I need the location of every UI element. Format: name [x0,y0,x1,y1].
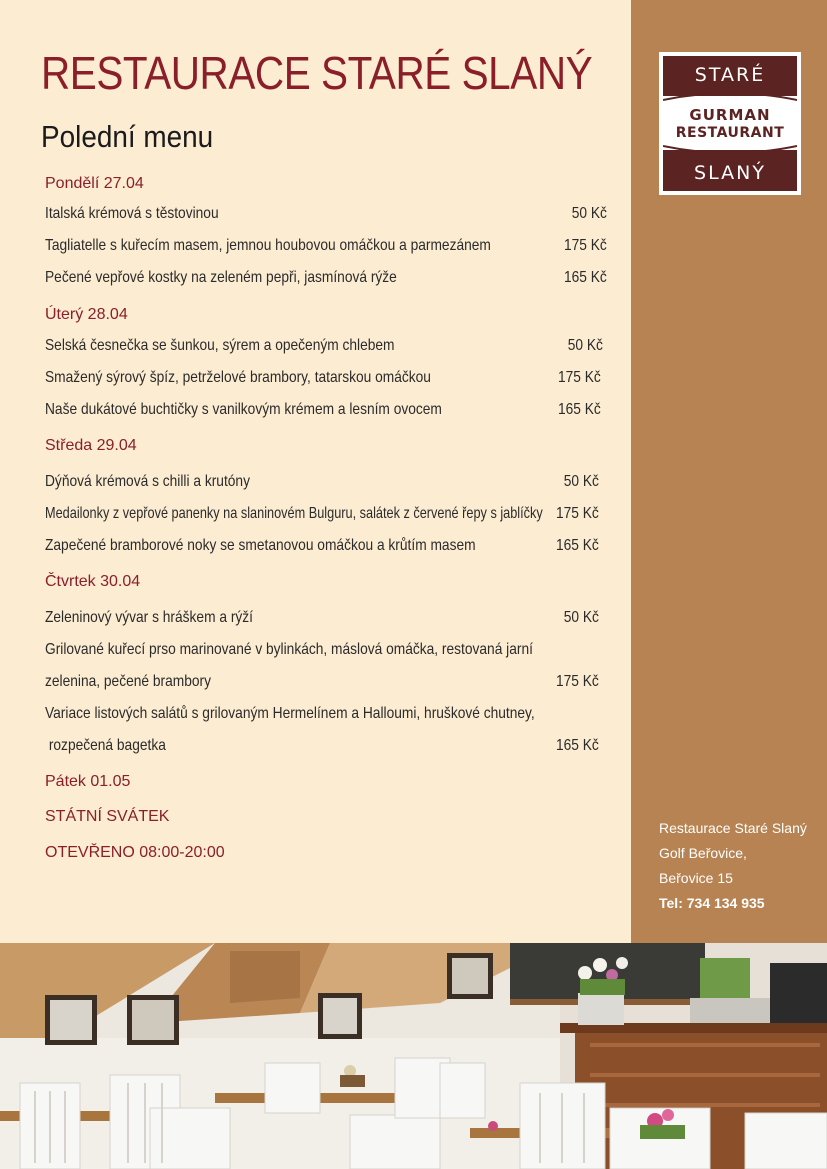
menu-item: Variace listových salátů s grilovaným Hermelínem a Halloumi, hruškové chutney, [45,705,535,722]
restaurant-interior-photo [0,943,827,1169]
menu-item: Tagliatelle s kuřecím masem, jemnou houbovou omáčkou a parmezánem [45,237,491,254]
menu-item: Selská česnečka se šunkou, sýrem a opečeným chlebem [45,337,395,354]
phone-number: Tel: 734 134 935 [659,895,765,911]
day-heading-wednesday: Středa 29.04 [45,437,137,454]
menu-item: Grilované kuřecí prso marinované v bylinkách, máslová omáčka, restovaná jarní [45,641,533,658]
menu-item-price: 50 Kč [563,609,599,626]
menu-item: Zapečené bramborové noky se smetanovou omáčkou a krůtím masem [45,537,476,554]
logo-text-gurman: GURMAN [689,106,771,124]
menu-item-price: 175 Kč [556,673,599,690]
menu-item: Pečené vepřové kostky na zeleném pepři, jasmínová rýže [45,269,397,286]
address-name: Restaurace Staré Slaný [659,820,807,836]
menu-item-price: 165 Kč [556,737,599,754]
logo-text-restaurant: RESTAURANT [675,125,785,141]
menu-item-continued: rozpečená bagetka [45,737,166,754]
menu-item-price: 165 Kč [564,269,607,286]
interior-illustration [0,943,827,1169]
logo-text-top: STARÉ [694,64,766,86]
menu-item-price: 50 Kč [567,337,603,354]
menu-item: Zeleninový vývar s hráškem a rýží [45,609,253,626]
page-title: RESTAURACE STARÉ SLANÝ [41,47,593,99]
menu-item: Medailonky z vepřové panenky na slaninovém Bulguru, salátek z červené řepy s jablíčky [45,505,543,522]
menu-item: Italská krémová s těstovinou [45,205,219,222]
menu-item-continued: zelenina, pečené brambory [45,673,211,690]
day-heading-tuesday: Úterý 28.04 [45,306,128,323]
menu-item: Dýňová krémová s chilli a krutóny [45,473,250,490]
logo-text-bottom: SLANÝ [694,162,766,184]
menu-item-price: 175 Kč [558,369,601,386]
menu-item-price: 50 Kč [563,473,599,490]
day-heading-monday: Pondělí 27.04 [45,175,144,192]
menu-item: Smažený sýrový špíz, petrželové brambory, tatarskou omáčkou [45,369,431,386]
address-place: Golf Beřovice, [659,845,747,861]
restaurant-logo [659,52,801,195]
menu-item-price: 165 Kč [558,401,601,418]
day-heading-friday: Pátek 01.05 [45,773,131,790]
address-street: Beřovice 15 [659,870,733,886]
menu-item-price: 175 Kč [556,505,599,522]
opening-hours: OTEVŘENO 08:00-20:00 [45,844,225,861]
holiday-note: STÁTNÍ SVÁTEK [45,808,170,825]
page-subtitle: Polední menu [41,119,214,154]
menu-item-price: 175 Kč [564,237,607,254]
day-heading-thursday: Čtvrtek 30.04 [45,573,141,590]
menu-item: Naše dukátové buchtičky s vanilkovým krémem a lesním ovocem [45,401,442,418]
menu-item-price: 165 Kč [556,537,599,554]
menu-item-price: 50 Kč [571,205,607,222]
